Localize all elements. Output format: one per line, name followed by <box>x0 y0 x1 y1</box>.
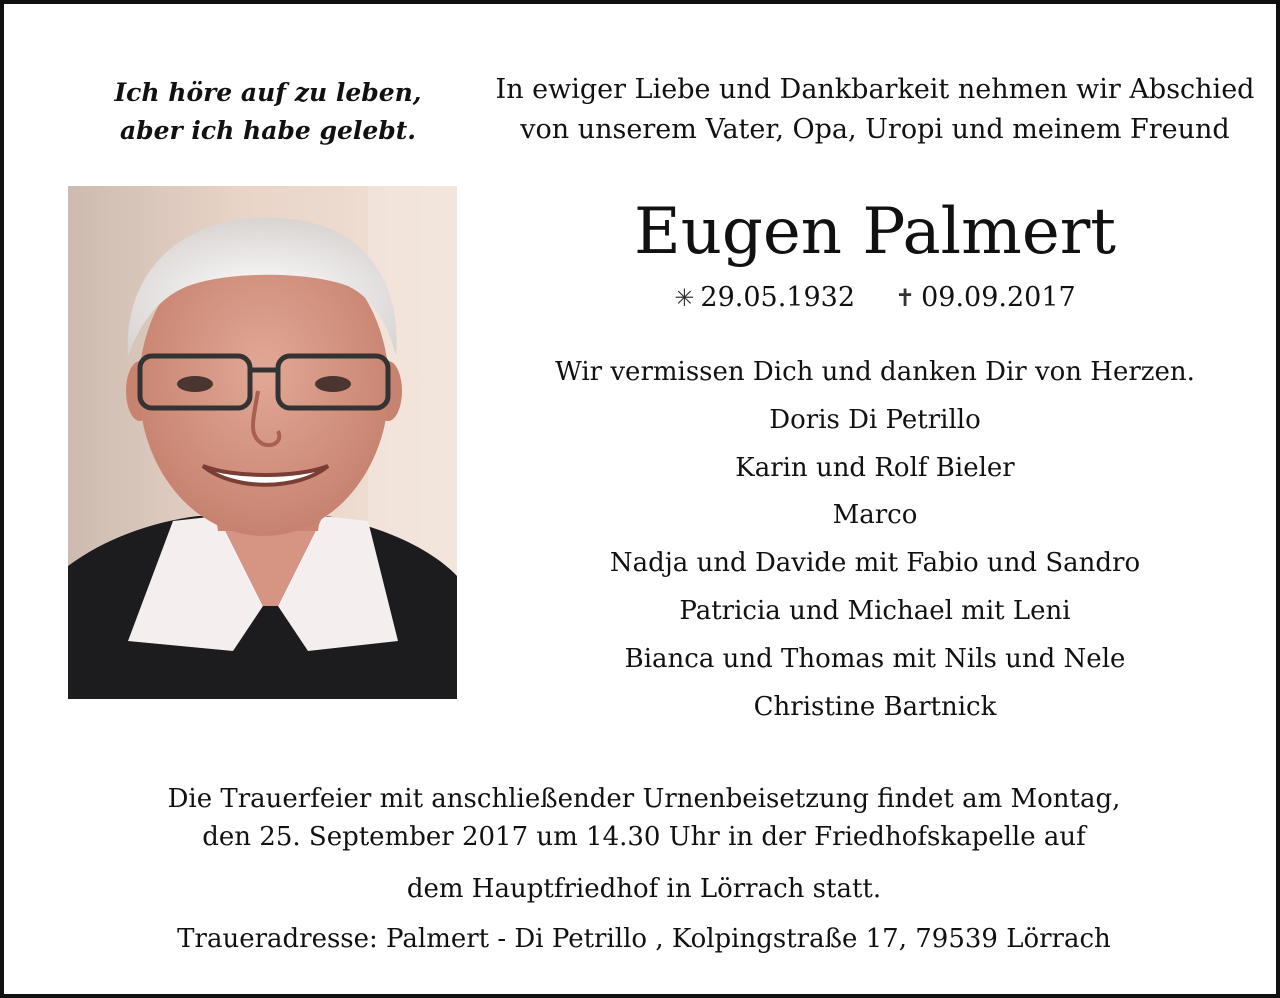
deceased-name: Eugen Palmert <box>633 195 1117 269</box>
death-date-group <box>895 278 1076 318</box>
motto-line-2: aber ich habe gelebt. <box>119 116 417 145</box>
birth-date-group <box>674 278 855 318</box>
mourner-line: Nadja und Davide mit Fabio und Sandro <box>609 548 1141 579</box>
ceremony-line-2: den 25. September 2017 um 14.30 Uhr in der Friedhofskapelle auf <box>202 822 1086 852</box>
birth-date: 29.05.1932 <box>700 282 855 313</box>
mourner-line: Doris Di Petrillo <box>769 404 981 435</box>
cross-death-icon: ✝ <box>895 284 916 312</box>
mourner-line: Wir vermissen Dich und danken Dir von Herzen. <box>555 357 1195 387</box>
mourner-line: Christine Bartnick <box>753 691 997 722</box>
mourner-line: Patricia und Michael mit Leni <box>679 595 1071 626</box>
intro-text <box>474 70 1276 150</box>
asterisk-birth-icon: ✳ <box>674 284 695 312</box>
death-date: 09.09.2017 <box>921 282 1076 313</box>
portrait-photo <box>68 186 457 699</box>
intro-line-1: In ewiger Liebe und Dankbarkeit nehmen wir Abschied <box>495 74 1255 105</box>
motto-quote <box>68 74 468 150</box>
mourning-address: Traueradresse: Palmert - Di Petrillo , Kolpingstraße 17, 79539 Lörrach <box>177 924 1111 954</box>
ceremony-line-3: dem Hauptfriedhof in Lörrach statt. <box>406 874 882 904</box>
ceremony-line-1: Die Trauerfeier mit anschließender Urnenbeisetzung findet am Montag, <box>167 784 1121 814</box>
motto-line-1: Ich höre auf zu leben, <box>114 78 422 107</box>
mourners-list <box>474 351 1276 733</box>
mourner-line: Karin und Rolf Bieler <box>735 452 1015 483</box>
mourner-line: Marco <box>832 500 918 531</box>
intro-line-2: von unserem Vater, Opa, Uropi und meinem Freund <box>520 114 1230 145</box>
ceremony-info <box>24 780 1264 908</box>
life-dates <box>474 278 1276 318</box>
date-spacer <box>855 278 895 318</box>
mourner-line: Bianca und Thomas mit Nils und Nele <box>624 643 1126 674</box>
